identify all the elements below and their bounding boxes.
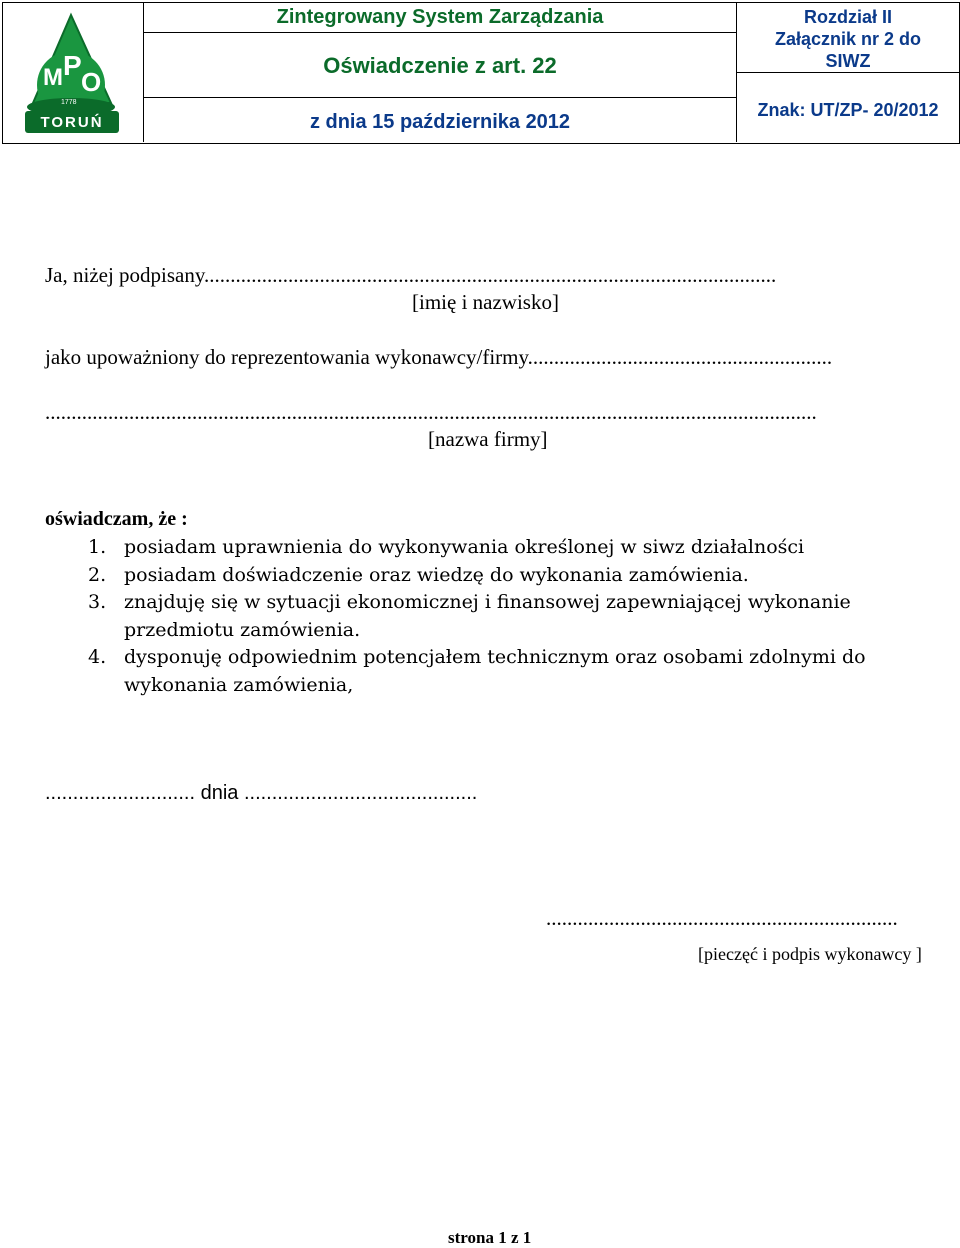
declarations-list bbox=[88, 534, 908, 699]
attachment-label: Załącznik nr 2 do bbox=[774, 29, 922, 49]
signer-caption: [imię i nazwisko] bbox=[412, 290, 559, 314]
header-reference bbox=[737, 3, 959, 142]
svg-text:P: P bbox=[63, 50, 82, 81]
list-item: 2. posiadam doświadczenie oraz wiedzę do wykonania zamówienia. bbox=[88, 563, 749, 586]
logo-cell bbox=[3, 3, 144, 142]
system-title: Zintegrowany System Zarządzania bbox=[144, 3, 736, 33]
document-title: Oświadczenie z art. 22 bbox=[144, 33, 736, 98]
signer-line: Ja, niżej podpisany............................................................................................................. bbox=[45, 263, 777, 287]
declaration-text: znajduję się w sytuacji ekonomicznej i finansowej zapewniającej wykonanie przedmiotu zamówienia. bbox=[124, 591, 851, 641]
mpo-torun-logo bbox=[3, 3, 144, 142]
company-caption: [nazwa firmy] bbox=[428, 427, 548, 451]
declare-heading: oświadczam, że : bbox=[45, 508, 188, 530]
document-date: z dnia 15 października 2012 bbox=[309, 111, 571, 133]
siwz-label: SIWZ bbox=[825, 51, 871, 71]
svg-text:O: O bbox=[81, 67, 102, 97]
signature-dots: ................................................................... bbox=[546, 906, 898, 930]
document-header bbox=[2, 2, 960, 144]
list-item: 4. dysponuję odpowiednim potencjałem technicznym oraz osobami zdolnymi do wykonania zamówienia, bbox=[88, 646, 866, 696]
section-info bbox=[737, 3, 959, 73]
page-number: strona 1 z 1 bbox=[448, 1228, 532, 1247]
svg-text:1778: 1778 bbox=[61, 99, 77, 106]
declaration-text: dysponuję odpowiednim potencjałem technicznym oraz osobami zdolnymi do wykonania zamówienia, bbox=[124, 646, 866, 696]
svg-text:M: M bbox=[43, 64, 63, 91]
declaration-text: posiadam doświadczenie oraz wiedzę do wykonania zamówienia. bbox=[124, 563, 749, 586]
company-line: jako upoważniony do reprezentowania wykonawcy/firmy.......................................................... bbox=[45, 345, 833, 369]
signature-caption: [pieczęć i podpis wykonawcy ] bbox=[698, 944, 922, 964]
svg-text:TORUŃ: TORUŃ bbox=[40, 114, 104, 131]
company-dots: ................................................................................................................................................... bbox=[45, 400, 817, 424]
place-date-line: ........................... dnia .......................................... bbox=[45, 782, 478, 804]
header-titles bbox=[144, 3, 737, 142]
list-item: 3. znajduję się w sytuacji ekonomicznej i finansowej zapewniającej wykonanie przedmiotu zamówienia. bbox=[88, 591, 851, 641]
list-item: 1. posiadam uprawnienia do wykonywania określonej w siwz działalności bbox=[88, 536, 805, 558]
reference-number: Znak: UT/ZP- 20/2012 bbox=[757, 100, 939, 120]
declaration-text: posiadam uprawnienia do wykonywania określonej w siwz działalności bbox=[124, 536, 805, 558]
section-label: Rozdział II bbox=[803, 7, 892, 27]
